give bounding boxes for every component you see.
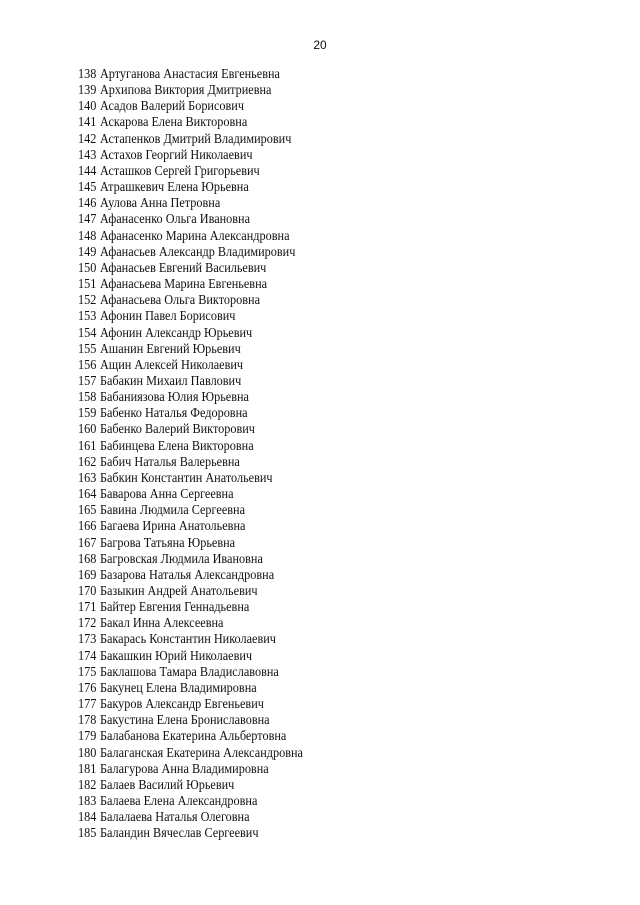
list-item	[78, 551, 303, 567]
entry-number: 153	[78, 308, 97, 324]
list-item	[78, 405, 303, 421]
list-item	[78, 211, 303, 227]
list-item	[78, 535, 303, 551]
entry-name: Атрашкевич Елена Юрьевна	[99, 179, 249, 195]
entry-name: Афанасенко Ольга Ивановна	[99, 211, 251, 227]
list-item	[78, 615, 303, 631]
entry-name: Асташков Сергей Григорьевич	[99, 162, 260, 178]
list-item	[78, 809, 303, 825]
list-item	[78, 664, 303, 680]
list-item	[78, 244, 303, 260]
entry-name: Бавина Людмила Сергеевна	[99, 502, 246, 518]
entry-number: 179	[78, 728, 97, 744]
list-item	[78, 745, 303, 761]
list-item	[78, 470, 303, 486]
entry-number: 173	[78, 631, 97, 647]
entry-number: 176	[78, 679, 97, 695]
list-item	[78, 389, 303, 405]
list-item	[78, 599, 303, 615]
list-item	[78, 518, 303, 534]
entry-name: Бабенко Наталья Федоровна	[99, 405, 248, 421]
entry-number: 174	[78, 647, 97, 663]
entry-number: 162	[78, 453, 97, 469]
entry-number: 150	[78, 259, 97, 275]
entry-number: 156	[78, 356, 97, 372]
entry-number: 163	[78, 469, 97, 485]
entry-number: 160	[78, 421, 97, 437]
entry-name: Бакуров Александр Евгеньевич	[99, 696, 264, 712]
entry-number: 181	[78, 760, 97, 776]
entry-number: 167	[78, 534, 97, 550]
list-item	[78, 357, 303, 373]
entry-number: 171	[78, 599, 97, 615]
entry-name: Бакунец Елена Владимировна	[99, 679, 257, 695]
entry-name: Байтер Евгения Геннадьевна	[99, 599, 250, 615]
entry-number: 139	[78, 82, 97, 98]
entry-number: 146	[78, 195, 97, 211]
entry-name: Базарова Наталья Александровна	[99, 566, 275, 582]
list-item	[78, 276, 303, 292]
entry-name: Бабенко Валерий Викторович	[99, 421, 255, 437]
entry-number: 147	[78, 211, 97, 227]
entry-number: 159	[78, 405, 97, 421]
list-item	[78, 421, 303, 437]
list-item	[78, 777, 303, 793]
entry-name: Базыкин Андрей Анатольевич	[99, 583, 258, 598]
entry-name: Багаева Ирина Анатольевна	[99, 518, 246, 534]
list-item	[78, 454, 303, 470]
entry-name: Афанасьев Александр Владимирович	[99, 243, 296, 259]
list-item	[78, 66, 303, 82]
entry-number: 141	[78, 114, 97, 130]
entry-name: Балалаева Наталья Олеговна	[99, 809, 250, 825]
list-item	[78, 567, 303, 583]
entry-number: 145	[78, 179, 97, 195]
entry-number: 157	[78, 372, 97, 388]
entry-name: Балабанова Екатерина Альбертовна	[99, 728, 287, 744]
entry-name: Ащин Алексей Николаевич	[99, 356, 244, 372]
entry-name: Афанасьева Марина Евгеньевна	[99, 276, 268, 292]
list-item	[78, 147, 303, 163]
entry-name: Баклашова Тамара Владиславовна	[99, 663, 279, 679]
list-item	[78, 438, 303, 454]
entry-number: 177	[78, 696, 97, 712]
list-item	[78, 131, 303, 147]
entry-name: Афанасьева Ольга Викторовна	[99, 292, 261, 308]
entry-name: Бабаниязова Юлия Юрьевна	[99, 389, 249, 405]
list-item	[78, 680, 303, 696]
entry-name: Ашанин Евгений Юрьевич	[99, 340, 241, 356]
name-list	[78, 66, 328, 842]
entry-number: 155	[78, 340, 97, 356]
list-item	[78, 325, 303, 341]
entry-name: Баландин Вячеслав Сергеевич	[99, 825, 259, 841]
entry-name: Бакарась Константин Николаевич	[99, 631, 276, 647]
entry-name: Артуганова Анастасия Евгеньевна	[99, 66, 280, 81]
entry-number: 168	[78, 550, 97, 566]
list-item	[78, 82, 303, 98]
entry-name: Бабинцева Елена Викторовна	[99, 437, 254, 453]
entry-number: 161	[78, 437, 97, 453]
entry-name: Астахов Георгий Николаевич	[99, 146, 253, 162]
entry-number: 138	[78, 66, 97, 81]
entry-number: 182	[78, 776, 97, 792]
list-item	[78, 373, 303, 389]
list-item	[78, 308, 303, 324]
entry-name: Балаев Василий Юрьевич	[99, 776, 235, 792]
list-item	[78, 631, 303, 647]
list-item	[78, 163, 303, 179]
entry-name: Балаганская Екатерина Александровна	[99, 744, 303, 760]
list-item	[78, 728, 303, 744]
entry-name: Баварова Анна Сергеевна	[99, 486, 234, 502]
list-item	[78, 228, 303, 244]
entry-name: Асадов Валерий Борисович	[99, 98, 245, 114]
entry-number: 140	[78, 98, 97, 114]
entry-name: Балагурова Анна Владимировна	[99, 760, 269, 776]
list-item	[78, 793, 303, 809]
entry-number: 183	[78, 793, 97, 809]
entry-name: Астапенков Дмитрий Владимирович	[99, 130, 292, 146]
entry-number: 148	[78, 227, 97, 243]
entry-number: 149	[78, 243, 97, 259]
entry-number: 165	[78, 502, 97, 518]
entry-name: Аулова Анна Петровна	[99, 195, 221, 211]
list-item	[78, 696, 303, 712]
entry-number: 152	[78, 292, 97, 308]
list-item	[78, 260, 303, 276]
entry-name: Афонин Александр Юрьевич	[99, 324, 253, 340]
entry-name: Бакал Инна Алексеевна	[99, 615, 224, 631]
entry-number: 166	[78, 518, 97, 534]
page-number: 20	[313, 38, 327, 52]
entry-number: 142	[78, 130, 97, 146]
list-item	[78, 648, 303, 664]
entry-number: 143	[78, 146, 97, 162]
entry-number: 178	[78, 712, 97, 728]
entry-name: Бабакин Михаил Павлович	[99, 372, 242, 388]
entry-name: Афанасенко Марина Александровна	[99, 227, 290, 243]
entry-number: 144	[78, 162, 97, 178]
list-item	[78, 825, 303, 841]
entry-name: Багровская Людмила Ивановна	[99, 550, 263, 566]
entry-number: 172	[78, 615, 97, 631]
list-item	[78, 341, 303, 357]
entry-number: 158	[78, 389, 97, 405]
list-item	[78, 98, 303, 114]
entry-number: 154	[78, 324, 97, 340]
entry-name: Бабич Наталья Валерьевна	[99, 453, 240, 469]
entry-number: 169	[78, 566, 97, 582]
entry-number: 151	[78, 276, 97, 292]
entry-name: Архипова Виктория Дмитриевна	[99, 82, 272, 98]
list-item	[78, 486, 303, 502]
list-item	[78, 583, 303, 599]
entry-name: Балаева Елена Александровна	[99, 793, 258, 809]
entry-number: 180	[78, 744, 97, 760]
entry-number: 170	[78, 583, 97, 598]
entry-name: Афанасьев Евгений Васильевич	[99, 259, 267, 275]
list-item	[78, 712, 303, 728]
entry-name: Багрова Татьяна Юрьевна	[99, 534, 236, 550]
entry-name: Бакашкин Юрий Николаевич	[99, 647, 253, 663]
entry-name: Бакустина Елена Брониславовна	[99, 712, 270, 728]
list-item	[78, 114, 303, 130]
list-item	[78, 502, 303, 518]
entry-number: 185	[78, 825, 97, 841]
entry-number: 164	[78, 486, 97, 502]
entry-name: Аскарова Елена Викторовна	[99, 114, 248, 130]
entry-number: 175	[78, 663, 97, 679]
list-item	[78, 292, 303, 308]
entry-name: Бабкин Константин Анатольевич	[99, 469, 273, 485]
list-item	[78, 195, 303, 211]
entry-number: 184	[78, 809, 97, 825]
entry-name: Афонин Павел Борисович	[99, 308, 236, 324]
list-item	[78, 179, 303, 195]
list-item	[78, 761, 303, 777]
